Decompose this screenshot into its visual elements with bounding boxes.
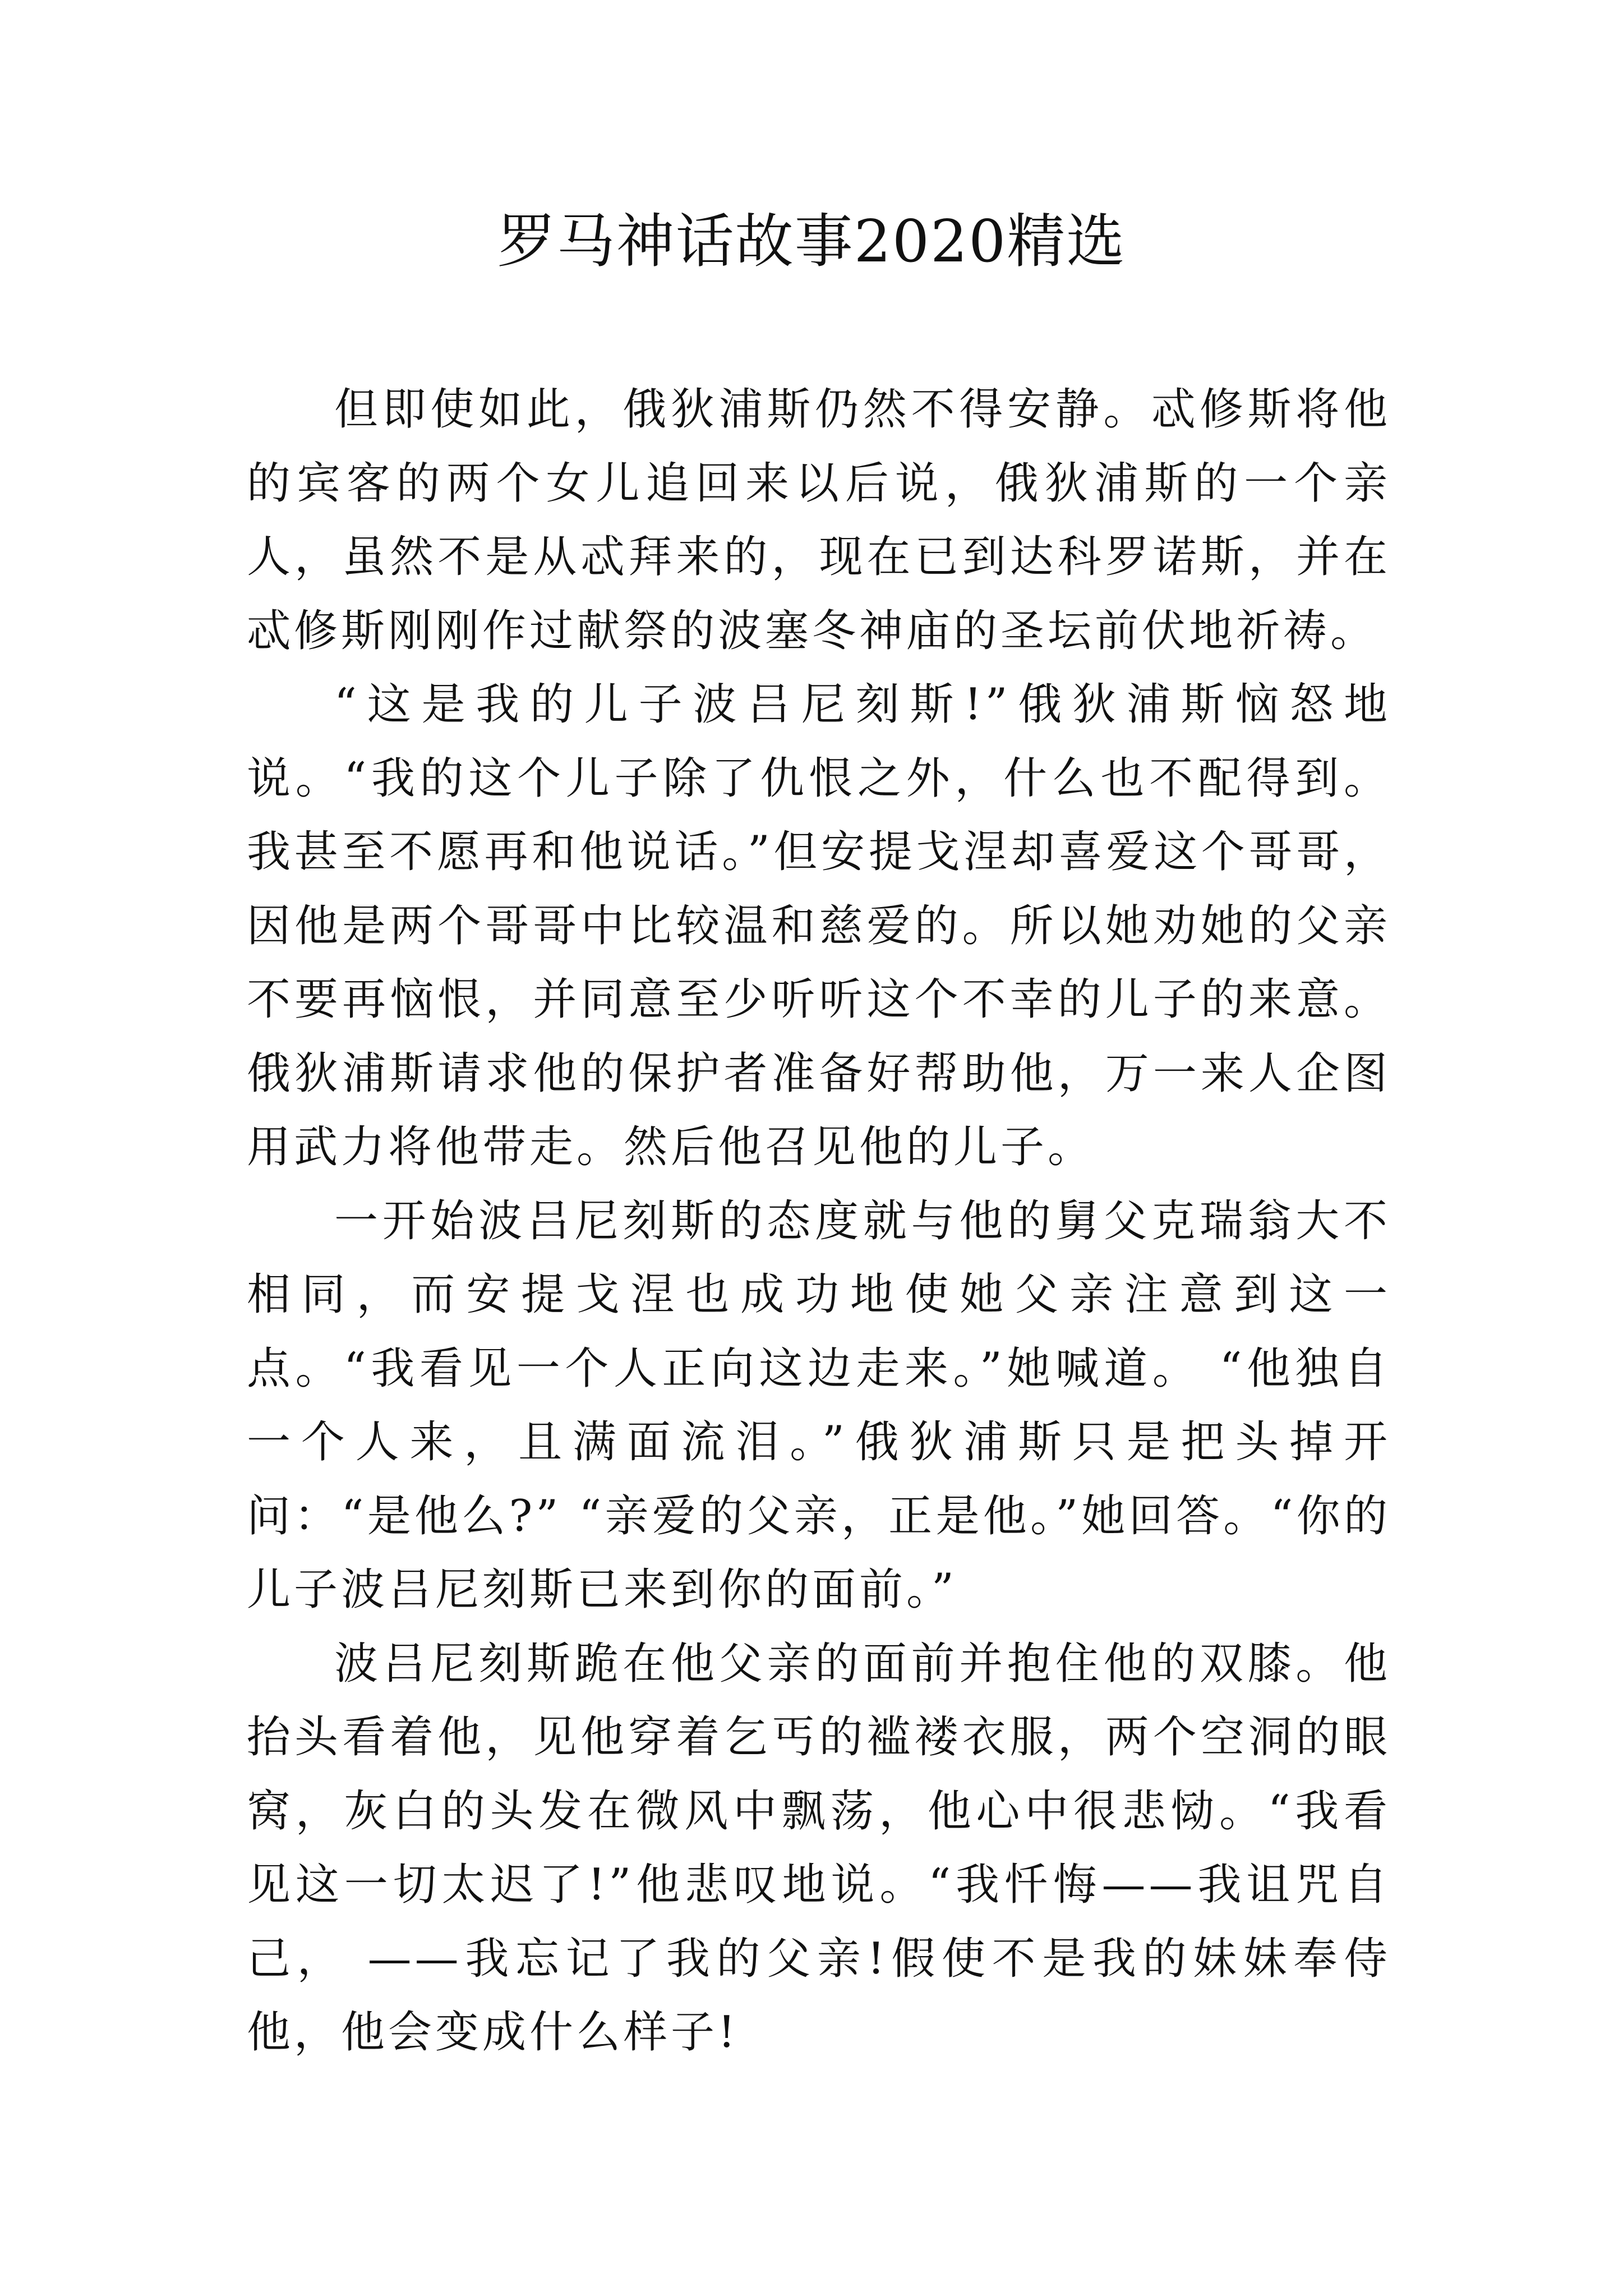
- paragraph: 但即使如此，俄狄浦斯仍然不得安静。忒修斯将他的宾客的两个女儿追回来以后说，俄狄浦斯的一个亲人，虽然不是从忒拜来的，现在已到达科罗诺斯，并在忒修斯刚刚作过献祭的波塞冬神庙的圣坛前伏地祈祷。: [247, 384, 1391, 656]
- paragraph: 波吕尼刻斯跪在他父亲的面前并抱住他的双膝。他抬头看着他，见他穿着乞丐的褴褛衣服，两个空洞的眼窝，灰白的头发在微风中飘荡，他心中很悲恸。“我看见这一切太迟了!”他悲叹地说。“我忏悔——我诅咒自己， ——我忘记了我的父亲!假使不是我的妹妹奉侍他，他会变成什么样子!: [247, 1638, 1391, 2058]
- paragraph: 一开始波吕尼刻斯的态度就与他的舅父克瑞翁大不相同，而安提戈涅也成功地使她父亲注意到这一点。“我看见一个人正向这边走来。”她喊道。 “他独自一个人来，且满面流泪。”俄狄浦斯只是把头掉开问：“是他么?” “亲爱的父亲，正是他。”她回答。“你的儿子波吕尼刻斯已来到你的面前。”: [247, 1195, 1391, 1615]
- paragraph: “这是我的儿子波吕尼刻斯!”俄狄浦斯恼怒地说。“我的这个儿子除了仇恨之外，什么也不配得到。我甚至不愿再和他说话。”但安提戈涅却喜爱这个哥哥，因他是两个哥哥中比较温和慈爱的。所以她劝她的父亲不要再恼恨，并同意至少听听这个不幸的儿子的来意。俄狄浦斯请求他的保护者准备好帮助他，万一来人企图用武力将他带走。然后他召见他的儿子。: [247, 679, 1391, 1172]
- document-title: 罗马神话故事2020精选: [497, 207, 1126, 275]
- document-body: [247, 373, 1391, 2070]
